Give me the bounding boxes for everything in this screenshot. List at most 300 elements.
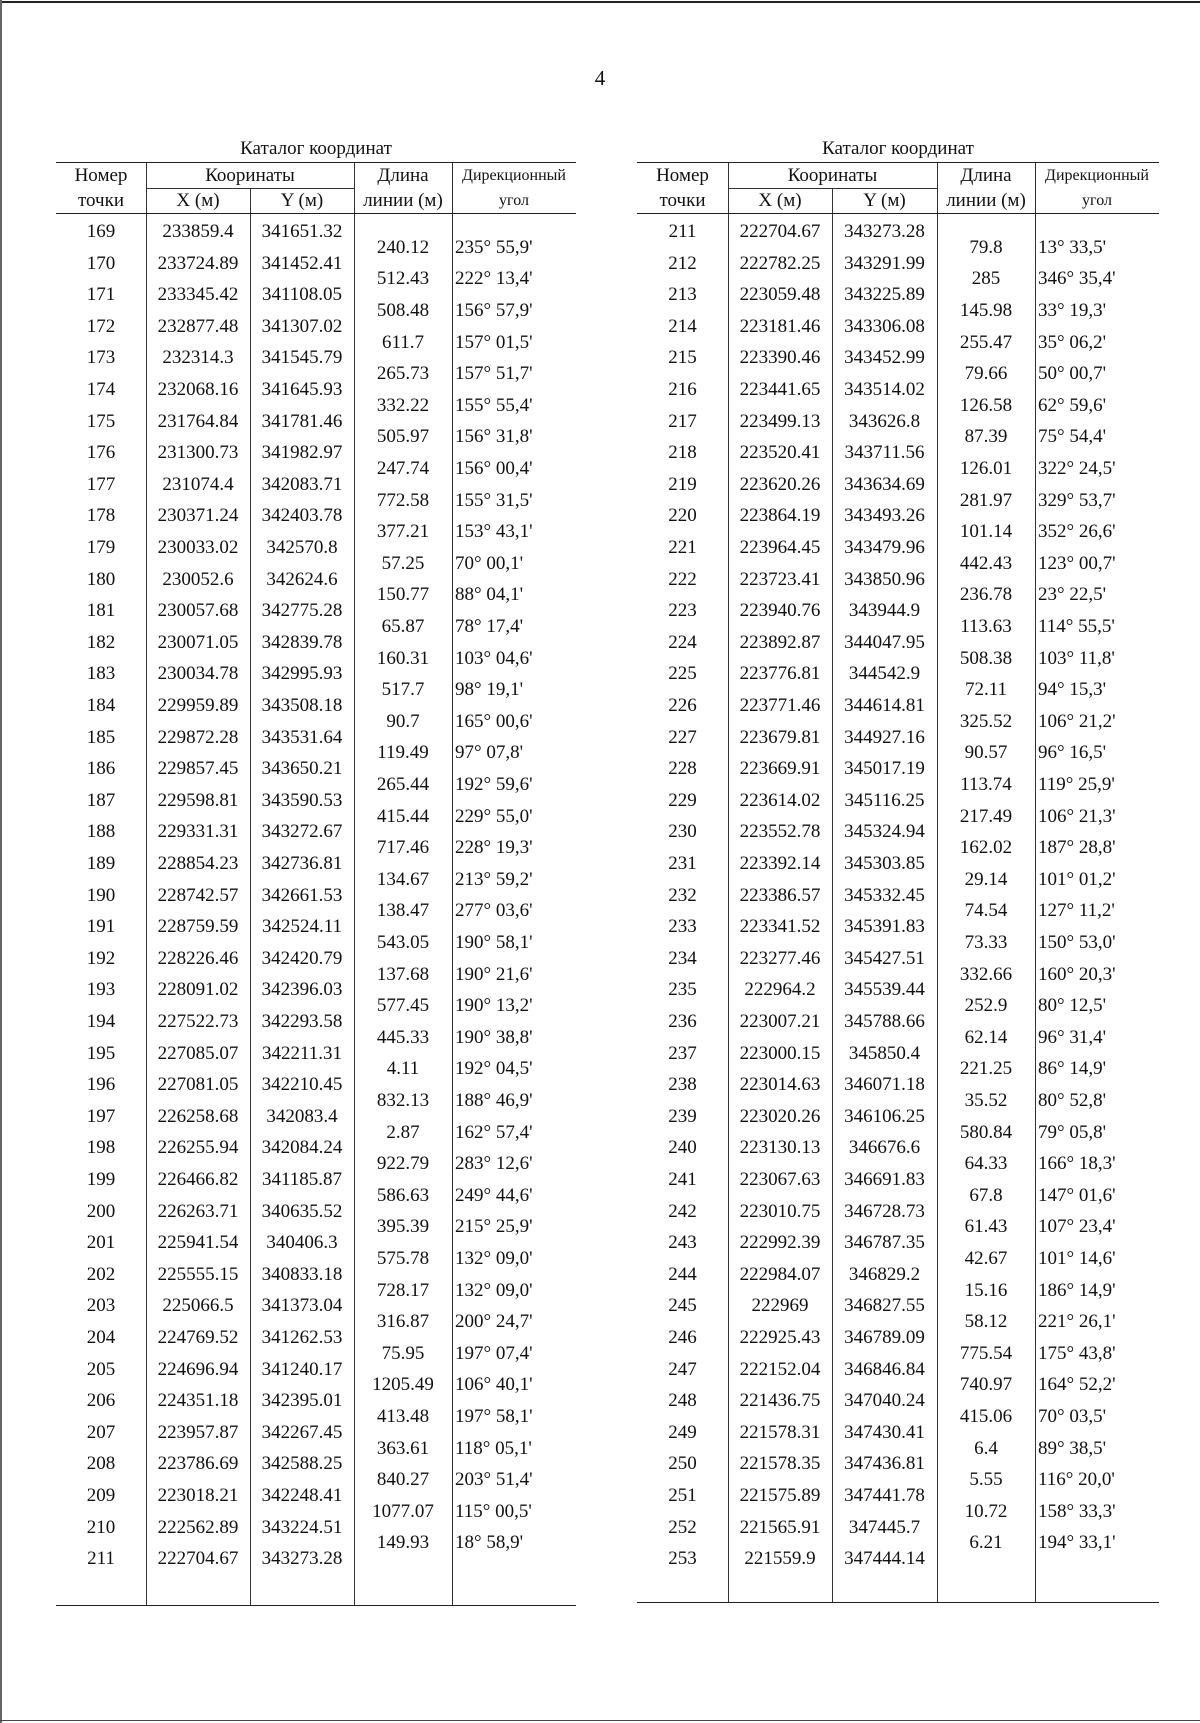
y-coordinate: 340635.52	[261, 1200, 343, 1222]
direction-angle: 164° 52,2'	[1038, 1374, 1116, 1396]
x-coordinate: 223020.26	[739, 1105, 821, 1127]
direction-angle: 118° 05,1'	[455, 1437, 532, 1459]
direction-angle: 96° 31,4'	[1038, 1026, 1107, 1048]
point-number: 176	[86, 442, 116, 464]
direction-angle: 147° 01,6'	[1038, 1184, 1116, 1206]
segment-row	[637, 611, 1157, 643]
y-coordinate: 342083.71	[261, 473, 343, 495]
point-number: 245	[668, 1295, 697, 1317]
point-number: 208	[86, 1453, 116, 1475]
point-number: 248	[668, 1390, 697, 1412]
y-coordinate: 347444.14	[844, 1548, 925, 1570]
point-number: 252	[668, 1516, 697, 1538]
y-coordinate: 346071.18	[844, 1074, 925, 1096]
direction-angle: 215° 25,9'	[455, 1216, 533, 1238]
point-number: 193	[86, 979, 116, 1001]
direction-angle: 155° 31,5'	[455, 489, 533, 511]
y-coordinate: 346728.73	[844, 1200, 925, 1222]
x-coordinate: 221565.91	[739, 1516, 821, 1538]
point-number: 213	[668, 284, 697, 306]
point-number: 194	[86, 1011, 116, 1032]
line-length: 281.97	[959, 489, 1013, 511]
y-coordinate: 343479.96	[844, 537, 925, 558]
y-coordinate: 341452.41	[261, 252, 343, 274]
direction-angle: 188° 46,9'	[455, 1090, 533, 1111]
y-coordinate: 345303.85	[844, 853, 925, 874]
x-coordinate: 227081.05	[157, 1074, 239, 1096]
point-number: 183	[86, 663, 116, 685]
point-number: 210	[86, 1516, 116, 1538]
x-coordinate: 223181.46	[739, 315, 821, 337]
direction-angle: 190° 58,1'	[455, 932, 533, 953]
x-coordinate: 223776.81	[739, 663, 821, 685]
line-length: 15.16	[964, 1279, 1008, 1301]
y-coordinate: 342395.01	[261, 1390, 343, 1412]
point-number: 219	[668, 473, 697, 495]
segment-row	[56, 706, 576, 738]
segment-row	[637, 895, 1157, 927]
direction-angle: 192° 59,6'	[455, 774, 533, 795]
direction-angle: 197° 07,4'	[455, 1342, 533, 1364]
direction-angle: 157° 01,5'	[455, 331, 533, 353]
x-coordinate: 231764.84	[157, 410, 239, 432]
point-number: 185	[86, 726, 116, 748]
line-length: 160.31	[376, 647, 430, 669]
point-number: 224	[668, 631, 697, 653]
line-length: 67.8	[969, 1184, 1003, 1206]
line-length: 134.67	[376, 868, 430, 890]
direction-angle: 346° 35,4'	[1038, 268, 1116, 290]
line-length: 221.25	[959, 1058, 1013, 1080]
header-coordinates: Кооринаты	[787, 165, 878, 186]
direction-angle: 13° 33,5'	[1038, 236, 1107, 258]
direction-angle: 186° 14,9'	[1038, 1279, 1116, 1301]
segment-row	[637, 1022, 1157, 1054]
line-length: 265.73	[376, 363, 430, 385]
line-length: 162.02	[959, 837, 1013, 859]
y-coordinate: 346787.35	[844, 1232, 925, 1254]
direction-angle: 322° 24,5'	[1038, 458, 1116, 479]
y-coordinate: 340833.18	[261, 1263, 343, 1285]
segment-row	[56, 1117, 576, 1149]
point-number: 233	[668, 916, 697, 938]
header-y: Y (м)	[863, 190, 906, 211]
x-coordinate: 229331.31	[157, 821, 239, 843]
direction-angle: 18° 58,9'	[455, 1532, 524, 1554]
x-coordinate: 226255.94	[157, 1137, 239, 1159]
point-number: 249	[668, 1421, 697, 1443]
x-coordinate: 226466.82	[157, 1169, 239, 1190]
x-coordinate: 228742.57	[157, 884, 239, 906]
line-length: 65.87	[381, 616, 425, 637]
y-coordinate: 344542.9	[848, 663, 921, 685]
x-coordinate: 231300.73	[157, 442, 239, 464]
y-coordinate: 343306.08	[844, 315, 925, 337]
line-length: 543.05	[376, 932, 430, 953]
x-coordinate: 229959.89	[157, 695, 239, 716]
segment-row	[56, 1464, 576, 1496]
line-length: 717.46	[376, 837, 430, 859]
point-number: 195	[86, 1042, 116, 1064]
line-length: 113.63	[960, 616, 1012, 637]
y-coordinate: 343944.9	[848, 600, 921, 622]
direction-angle: 165° 00,6'	[455, 710, 533, 732]
header-divider	[452, 163, 453, 213]
segment-row	[56, 390, 576, 422]
segment-row	[56, 959, 576, 991]
x-coordinate: 228854.23	[157, 853, 239, 874]
x-coordinate: 229857.45	[157, 758, 239, 780]
segment-row	[637, 1306, 1157, 1338]
line-length: 119.49	[377, 742, 429, 764]
y-coordinate: 342396.03	[261, 979, 343, 1001]
x-coordinate: 223864.19	[739, 505, 821, 527]
point-number: 215	[668, 347, 697, 369]
segment-row	[637, 1211, 1157, 1243]
direction-angle: 80° 12,5'	[1038, 995, 1107, 1017]
x-coordinate: 229872.28	[157, 726, 239, 748]
x-coordinate: 225066.5	[162, 1295, 234, 1317]
line-length: 57.25	[381, 552, 425, 574]
page-number: 4	[594, 66, 606, 90]
segment-row	[56, 864, 576, 896]
point-number: 228	[668, 758, 697, 780]
point-number: 182	[86, 631, 116, 653]
segment-row	[637, 263, 1157, 295]
y-coordinate: 341108.05	[261, 284, 343, 306]
point-number: 226	[668, 695, 697, 716]
segment-row	[637, 485, 1157, 517]
x-coordinate: 223723.41	[739, 568, 821, 590]
direction-angle: 101° 14,6'	[1038, 1248, 1116, 1269]
x-coordinate: 223964.45	[739, 537, 821, 558]
header-divider	[937, 163, 938, 213]
segment-row	[637, 579, 1157, 611]
line-length: 413.48	[376, 1406, 430, 1427]
line-length: 145.98	[959, 300, 1013, 321]
segment-row	[637, 832, 1157, 864]
x-coordinate: 221575.89	[739, 1485, 821, 1506]
line-length: 442.43	[959, 552, 1013, 574]
direction-angle: 62° 59,6'	[1038, 394, 1107, 416]
coordinate-table-right	[637, 162, 1159, 1603]
header-length-bottom: линии (м)	[363, 190, 443, 211]
line-length: 126.01	[959, 458, 1013, 479]
line-length: 74.54	[964, 900, 1008, 922]
segment-row	[56, 1211, 576, 1243]
scan-top-edge	[0, 1, 1200, 3]
direction-angle: 222° 13,4'	[455, 268, 533, 290]
segment-row	[637, 959, 1157, 991]
direction-angle: 106° 21,2'	[1038, 710, 1116, 732]
y-coordinate: 344614.81	[844, 695, 925, 716]
segment-row	[637, 1085, 1157, 1117]
x-coordinate: 224351.18	[157, 1390, 239, 1412]
y-coordinate: 345332.45	[844, 884, 925, 906]
point-number: 217	[668, 410, 697, 432]
segment-row	[56, 1527, 576, 1559]
line-length: 5.55	[969, 1469, 1003, 1491]
y-coordinate: 343273.28	[261, 1548, 343, 1570]
x-coordinate: 222562.89	[157, 1516, 239, 1538]
line-length: 149.93	[376, 1532, 430, 1554]
segment-row	[637, 1275, 1157, 1307]
x-coordinate: 224696.94	[157, 1358, 239, 1380]
line-length: 29.14	[964, 868, 1008, 890]
y-coordinate: 345324.94	[844, 821, 925, 843]
segment-row	[56, 1369, 576, 1401]
x-coordinate: 226258.68	[157, 1105, 239, 1127]
x-coordinate: 223441.65	[739, 379, 821, 400]
point-number: 200	[86, 1200, 116, 1222]
segment-row	[56, 769, 576, 801]
y-coordinate: 343531.64	[261, 726, 343, 748]
point-number: 179	[86, 537, 116, 558]
segment-row	[637, 769, 1157, 801]
segment-row	[637, 990, 1157, 1022]
segment-row	[56, 927, 576, 959]
line-length: 508.48	[376, 300, 430, 321]
coordinate-table-left	[56, 162, 576, 1606]
point-number: 250	[668, 1453, 697, 1475]
direction-angle: 157° 51,7'	[455, 363, 533, 385]
segment-row	[56, 1053, 576, 1085]
x-coordinate: 223390.46	[739, 347, 821, 369]
x-coordinate: 223059.48	[739, 284, 821, 306]
x-coordinate: 223892.87	[739, 631, 821, 653]
y-coordinate: 340406.3	[266, 1232, 338, 1254]
point-number: 234	[668, 947, 697, 969]
y-coordinate: 342661.53	[261, 884, 343, 906]
line-length: 6.21	[969, 1532, 1003, 1554]
table-header	[637, 162, 1159, 214]
y-coordinate: 343273.28	[844, 221, 925, 242]
line-length: 137.68	[376, 963, 430, 985]
direction-angle: 115° 00,5'	[455, 1500, 532, 1522]
y-coordinate: 342588.25	[261, 1453, 343, 1475]
point-number: 202	[86, 1263, 116, 1285]
direction-angle: 194° 33,1'	[1038, 1532, 1116, 1554]
line-length: 150.77	[376, 584, 430, 606]
line-length: 72.11	[964, 679, 1008, 701]
segment-row	[637, 1464, 1157, 1496]
x-coordinate: 228759.59	[157, 916, 239, 938]
x-coordinate: 223000.15	[739, 1042, 821, 1064]
direction-angle: 329° 53,7'	[1038, 489, 1116, 511]
header-divider	[354, 163, 355, 213]
header-coordinates: Кооринаты	[205, 165, 295, 186]
x-coordinate: 230071.05	[157, 631, 239, 653]
y-coordinate: 342210.45	[261, 1074, 343, 1096]
point-number: 196	[86, 1074, 116, 1096]
point-number: 214	[668, 315, 697, 337]
line-length: 62.14	[964, 1026, 1008, 1048]
x-coordinate: 225941.54	[157, 1232, 239, 1254]
line-length: 2.87	[386, 1121, 420, 1143]
point-number: 235	[668, 979, 697, 1001]
x-coordinate: 222964.2	[744, 979, 816, 1001]
header-angle-top: Дирекционный	[462, 167, 566, 184]
y-coordinate: 343711.56	[844, 442, 925, 464]
point-number: 201	[86, 1232, 116, 1254]
header-divider	[250, 188, 251, 213]
x-coordinate: 230033.02	[157, 537, 239, 558]
line-length: 415.44	[376, 805, 430, 827]
x-coordinate: 223499.13	[739, 410, 821, 432]
x-coordinate: 223386.57	[739, 884, 821, 906]
point-number: 212	[668, 252, 697, 274]
segment-row	[637, 706, 1157, 738]
table-header	[56, 162, 576, 214]
segment-row	[56, 832, 576, 864]
x-coordinate: 228091.02	[157, 979, 239, 1001]
direction-angle: 98° 19,1'	[455, 679, 524, 701]
direction-angle: 235° 55,9'	[455, 236, 533, 258]
segment-row	[637, 927, 1157, 959]
direction-angle: 158° 33,3'	[1038, 1500, 1116, 1522]
line-length: 415.06	[959, 1406, 1013, 1427]
y-coordinate: 341651.32	[261, 221, 343, 242]
point-number: 243	[668, 1232, 697, 1254]
line-length: 252.9	[964, 995, 1008, 1017]
segment-row	[56, 1148, 576, 1180]
x-coordinate: 222992.39	[739, 1232, 821, 1254]
y-coordinate: 343225.89	[844, 284, 925, 306]
line-length: 505.97	[376, 426, 430, 448]
direction-angle: 103° 04,6'	[455, 647, 533, 669]
segment-row	[56, 1306, 576, 1338]
line-length: 1205.49	[372, 1374, 434, 1396]
direction-angle: 123° 00,7'	[1038, 552, 1116, 574]
segment-row	[637, 453, 1157, 485]
line-length: 728.17	[376, 1279, 430, 1301]
x-coordinate: 223007.21	[739, 1011, 821, 1032]
y-coordinate: 344927.16	[844, 726, 925, 748]
direction-angle: 101° 01,2'	[1038, 868, 1116, 890]
line-length: 1077.07	[372, 1500, 434, 1522]
point-number: 230	[668, 821, 697, 843]
segment-row	[56, 485, 576, 517]
direction-angle: 352° 26,6'	[1038, 521, 1116, 543]
x-coordinate: 223341.52	[739, 916, 821, 938]
y-coordinate: 341185.87	[261, 1169, 343, 1190]
direction-angle: 162° 57,4'	[455, 1121, 533, 1143]
line-length: 611.7	[381, 331, 425, 353]
point-number: 190	[86, 884, 116, 906]
x-coordinate: 223130.13	[739, 1137, 821, 1159]
segment-row	[56, 737, 576, 769]
segment-row	[56, 327, 576, 359]
header-divider	[1035, 163, 1036, 213]
catalog-title: Каталог координат	[822, 138, 974, 159]
catalog-title: Каталог координат	[240, 138, 392, 159]
line-length: 4.11	[386, 1058, 420, 1080]
table-body	[637, 214, 1159, 1603]
point-number: 173	[86, 347, 116, 369]
direction-angle: 107° 23,4'	[1038, 1216, 1116, 1238]
segment-row	[56, 358, 576, 390]
line-length: 775.54	[959, 1342, 1013, 1364]
line-length: 332.22	[376, 394, 430, 416]
direction-angle: 106° 40,1'	[455, 1374, 533, 1396]
direction-angle: 132° 09,0'	[455, 1248, 533, 1269]
x-coordinate: 223277.46	[739, 947, 821, 969]
segment-row	[56, 1085, 576, 1117]
y-coordinate: 345116.25	[844, 789, 925, 811]
line-length: 42.67	[964, 1248, 1008, 1269]
point-number: 222	[668, 568, 697, 590]
direction-angle: 156° 31,8'	[455, 426, 533, 448]
x-coordinate: 223957.87	[157, 1421, 239, 1443]
y-coordinate: 342839.78	[261, 631, 343, 653]
y-coordinate: 347436.81	[844, 1453, 925, 1475]
point-number: 174	[86, 379, 116, 400]
direction-angle: 127° 11,2'	[1038, 900, 1115, 922]
line-length: 840.27	[376, 1469, 430, 1491]
x-coordinate: 222782.25	[739, 252, 821, 274]
line-length: 508.38	[959, 647, 1013, 669]
direction-angle: 192° 04,5'	[455, 1058, 533, 1080]
direction-angle: 106° 21,3'	[1038, 805, 1116, 827]
y-coordinate: 342248.41	[261, 1485, 343, 1506]
point-number: 180	[86, 568, 116, 590]
x-coordinate: 225555.15	[157, 1263, 239, 1285]
direction-angle: 114° 55,5'	[1038, 616, 1115, 637]
x-coordinate: 233859.4	[162, 221, 234, 242]
line-length: 586.63	[376, 1184, 430, 1206]
segment-row	[637, 1338, 1157, 1370]
x-coordinate: 227522.73	[157, 1011, 239, 1032]
point-number: 177	[86, 473, 116, 495]
point-number: 241	[668, 1169, 697, 1190]
x-coordinate: 222969	[751, 1295, 809, 1317]
direction-angle: 249° 44,6'	[455, 1184, 533, 1206]
direction-angle: 277° 03,6'	[455, 900, 533, 922]
x-coordinate: 233345.42	[157, 284, 239, 306]
line-length: 75.95	[381, 1342, 425, 1364]
y-coordinate: 345539.44	[844, 979, 925, 1001]
x-coordinate: 223940.76	[739, 600, 821, 622]
x-coordinate: 222925.43	[739, 1327, 821, 1348]
line-length: 332.66	[959, 963, 1013, 985]
segment-row	[56, 674, 576, 706]
segment-row	[637, 643, 1157, 675]
direction-angle: 70° 00,1'	[455, 552, 524, 574]
segment-row	[637, 801, 1157, 833]
direction-angle: 75° 54,4'	[1038, 426, 1107, 448]
segment-row	[637, 421, 1157, 453]
y-coordinate: 346829.2	[848, 1263, 921, 1285]
line-length: 236.78	[959, 584, 1013, 606]
segment-row	[56, 1275, 576, 1307]
line-length: 126.58	[959, 394, 1013, 416]
header-x: X (м)	[176, 190, 220, 211]
table-body	[56, 214, 576, 1606]
point-number: 236	[668, 1011, 697, 1032]
line-length: 58.12	[964, 1311, 1008, 1333]
line-length: 285	[971, 268, 1001, 290]
direction-angle: 78° 17,4'	[455, 616, 524, 637]
header-length-top: Длина	[960, 165, 1012, 186]
point-number: 237	[668, 1042, 697, 1064]
line-length: 61.43	[964, 1216, 1008, 1238]
point-number: 203	[86, 1295, 116, 1317]
line-length: 35.52	[964, 1090, 1008, 1111]
y-coordinate: 343272.67	[261, 821, 343, 843]
x-coordinate: 223010.75	[739, 1200, 821, 1222]
line-length: 255.47	[959, 331, 1013, 353]
x-coordinate: 222152.04	[739, 1358, 821, 1380]
